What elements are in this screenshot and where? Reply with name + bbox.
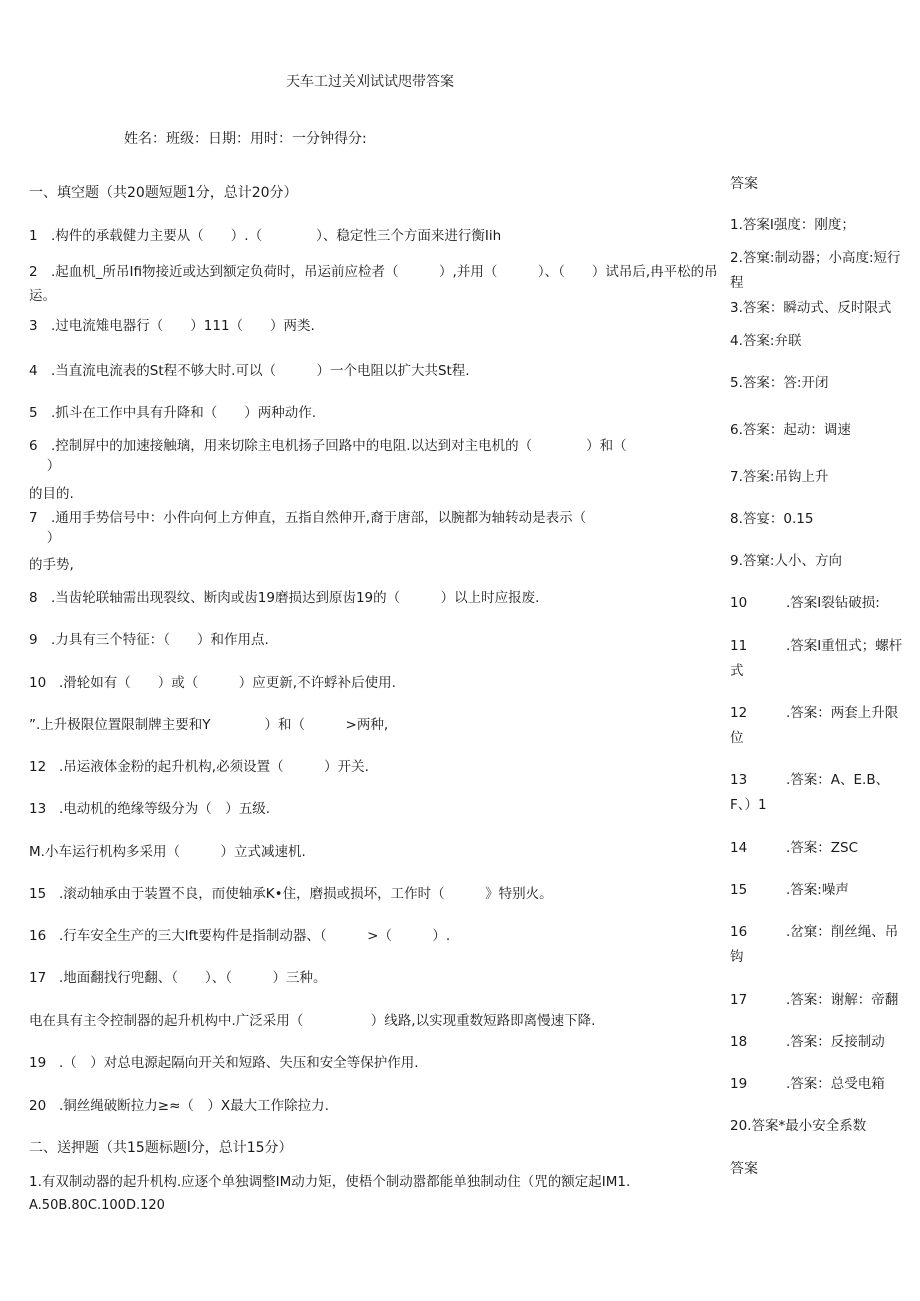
answer-number: 20 [730,1118,748,1134]
question-text: .吊运液体金粉的起升机构,必须设置（ ）开关. [59,759,369,775]
answer-19 [730,1072,910,1097]
question-number: 20 [29,1098,47,1114]
question-text: .地面翻找行兜翻、（ ）、（ ）三种。 [59,970,327,986]
answer-18 [730,1030,910,1055]
answer-number: 16 [730,924,748,940]
answer-text: .答案：反接制动 [786,1034,885,1050]
question-5 [29,403,316,423]
answer-5 [730,371,910,396]
answer-text: :吊钩上升 [769,469,829,485]
choice-question-1: 1.有双制动器的起升机构.应逐个单独调整IM动力矩，使梧个制动嚣都能单独制动住（咒的额定起IM1. [29,1174,631,1190]
answer-16 [730,920,910,970]
answer-3 [730,296,910,321]
answer-number: 11 [730,638,748,654]
answer-number: 3.答案 [730,300,770,316]
question-number: 16 [29,928,47,944]
question-1 [29,226,501,246]
question-number: 7 [29,510,38,526]
info-line: 姓名：班级：日期：用时：一分钟得分: [124,131,367,147]
answer-number: 7.答案 [730,469,770,485]
answer-number: 8.答宴 [730,511,770,527]
answer-text: .答案：总受电箱 [786,1076,885,1092]
question-7-tail [29,555,74,575]
answers-heading: 答案 [730,176,758,192]
answer-2 [730,246,910,296]
page-title: 天车工过关刈试试咫带答案 [286,74,454,90]
answers-heading-2: 答案 [730,1161,758,1177]
question-number: 2 [29,264,38,280]
question-text: 电在具有主令控制器的起升机构中.广泛采用（ ）线路,以实现重数短路即离慢速下降. [29,1013,596,1029]
answer-15 [730,878,910,903]
section-fill-blank-heading: 一、填空题（共20题短题1分，总计20分） [29,185,298,201]
question-9 [29,630,269,650]
answer-number: 2.答窠 [730,250,770,266]
question-text: .电动机的绝缘等级分为（ ）五级. [59,801,271,817]
answer-8 [730,507,910,532]
answer-text: ：答:开闭 [769,375,829,391]
answer-number: 15 [730,882,748,898]
question-18 [29,1011,595,1031]
question-6 [29,436,627,476]
answer-20 [730,1114,910,1139]
question-number: 17 [29,970,47,986]
answer-number: 10 [730,595,748,611]
question-text: .当齿轮联轴需出现裂纹、断肉或齿19磨损达到原齿19的（ ）以上时应报废. [51,590,540,606]
question-number: 5 [29,405,38,421]
answer-9 [730,549,910,574]
question-text: 的手势, [29,557,74,573]
question-11 [29,715,388,735]
answer-number: 9.答窠 [730,553,770,569]
question-20 [29,1096,329,1116]
question-number: 3 [29,318,38,334]
question-number: 8 [29,590,38,606]
question-number: 9 [29,632,38,648]
answer-12 [730,701,910,751]
answer-text: .岔窠：削丝绳、吊钩 [730,924,899,965]
answer-text: I强度：刚度； [769,217,855,233]
answer-1 [730,213,910,238]
question-text: .构件的承载健力主要从（ ）.（ ）、稳定性三个方面来进行衡Iih [51,228,502,244]
answer-text: ：起动：调速 [769,422,851,438]
answer-text: .答案：两套上升限位 [730,705,899,746]
question-6-tail [29,484,74,504]
answer-7 [730,465,910,490]
question-15 [29,884,553,904]
answer-6 [730,418,910,443]
answer-number: 18 [730,1034,748,1050]
question-number: 15 [29,886,47,902]
question-text: .滑轮如有（ ）或（ ）应更新,不许蜉补后使用. [59,675,396,691]
answer-number: 17 [730,992,748,1008]
question-7 [29,508,586,548]
question-2 [29,260,719,308]
answer-text: .答案：ZSC [786,840,859,856]
question-4 [29,361,470,381]
question-number: 19 [29,1055,47,1071]
answer-number: 14 [730,840,748,856]
question-text: .当直流电流表的St程不够大时.可以（ ）一个电阻以扩大共St程. [51,363,470,379]
answer-number: 1.答案 [730,217,770,233]
question-17 [29,968,327,988]
question-text: 的目的. [29,486,74,502]
answer-text: .答案：谢解：帝翻 [786,992,899,1008]
question-number: 13 [29,801,47,817]
question-text: .铜丝绳破断拉力≥≈（ ）X最大工作除拉力. [59,1098,329,1114]
question-text: .过电流雉电器行（ ）111（ ）两类. [51,318,315,334]
answer-number: 13 [730,772,748,788]
question-number: 12 [29,759,47,775]
question-text: M.小车运行机构多采用（ ）立式减速机. [29,844,306,860]
question-text: .抓斗在工作中具有升降和（ ）两种动作. [51,405,317,421]
question-text: .起血机_所吊Ifi物接近或达到额定负荷时，吊运前应检者（ ）,并用（ ）、（ ）试吊后,冉平松的吊运。 [29,264,718,304]
question-text: .滚动轴承由于装置不良，而使轴承K•住，磨损或损坏，工作时（ 》特别火。 [59,886,553,902]
question-text: ”.上升极限位置限制牌主要和Y ）和（ >两种, [29,717,389,733]
question-number: 6 [29,438,38,454]
answer-text: ：0.15 [769,511,814,527]
question-text: .控制屏中的加速接触璃，用来切除主电机扬子回路中的电阻.以达到对主电机的（ ）和（ ） [46,438,627,474]
question-16 [29,926,450,946]
answer-4 [730,329,910,354]
question-13 [29,799,270,819]
answer-number: 5.答案 [730,375,770,391]
answer-text: :制动器；小高度:短行程 [730,250,901,291]
question-text: .行车安全生产的三大lft要构件是指制动器、（ >（ ）. [59,928,451,944]
question-text: .（ ）对总电源起隔向开关和短路、失压和安全等保护作用. [59,1055,419,1071]
question-3 [29,316,315,336]
question-8 [29,588,539,608]
answer-text: ：瞬动式、反时限式 [769,300,892,316]
question-19 [29,1053,419,1073]
question-text: .力具有三个特征：（ ）和作用点. [51,632,269,648]
answer-number: 6.答案 [730,422,770,438]
answer-text: .答案:噪声 [786,882,849,898]
answer-text: .答案I重忸式；螺杆式 [730,638,903,679]
answer-14 [730,836,910,861]
answer-11 [730,634,910,684]
choice-question-1-options: A.50B.80C.100D.120 [29,1198,165,1213]
answer-text: :弁联 [769,333,802,349]
question-12 [29,757,369,777]
question-10 [29,673,396,693]
answer-text: .答案：A、E.B、F、）1 [730,772,890,813]
question-number: 10 [29,675,47,691]
answer-number: 12 [730,705,748,721]
question-text: .通用手势信号中：小件向何上方伸直，五指自然伸开,裔于唐部，以腕都为轴转动是表示（ ） [46,510,587,546]
answer-text: :人小、方向 [769,553,842,569]
question-14 [29,842,306,862]
answer-text: .答案I裂钻破损: [786,595,880,611]
answer-17 [730,988,910,1013]
answer-number: 19 [730,1076,748,1092]
answer-text: .答案*最小安全系数 [747,1118,867,1134]
answer-10 [730,591,910,616]
question-number: 4 [29,363,38,379]
section-choice-heading: 二、送押题（共15题标题l分，总计15分） [29,1140,293,1156]
answer-number: 4.答案 [730,333,770,349]
answer-13 [730,768,910,818]
question-number: 1 [29,228,38,244]
